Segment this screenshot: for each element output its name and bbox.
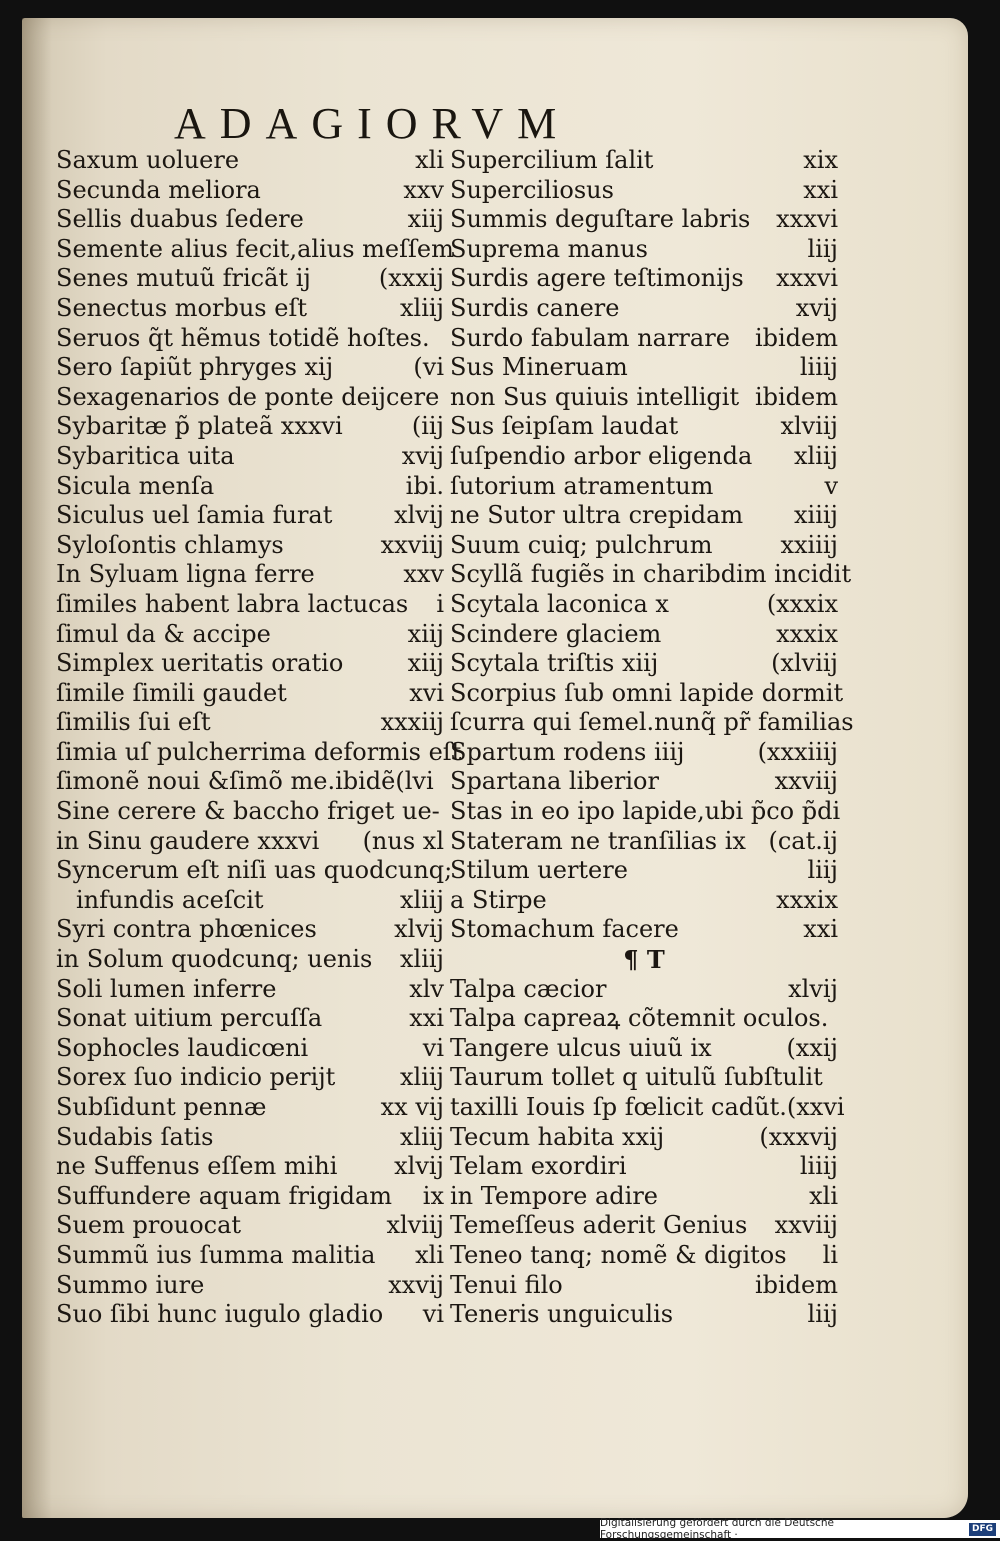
- footer-credit: Digitalisierung gefördert durch die Deutsche Forschungsgemeinschaft ·: [600, 1517, 834, 1541]
- entry-text: Suprema manus: [450, 234, 648, 263]
- index-entry: [450, 560, 852, 590]
- entry-reference: xlvij: [394, 915, 444, 944]
- entry-reference: xxviij: [774, 767, 838, 796]
- index-entry: [450, 353, 838, 383]
- entry-text: in Sinu gaudere xxxvi: [56, 826, 320, 855]
- entry-reference: v: [824, 471, 838, 500]
- entry-text: ſimile ſimili gaudet: [56, 678, 287, 707]
- index-entry: [56, 264, 444, 294]
- index-entry: [56, 442, 444, 472]
- index-entry: [450, 146, 838, 176]
- index-entry: [450, 1241, 838, 1271]
- index-entry: [56, 472, 444, 502]
- index-entry: [450, 1152, 838, 1182]
- entry-text: ſimilis ſui eſt: [56, 708, 211, 737]
- entry-reference: xlviij: [386, 1211, 444, 1240]
- entry-text: Stas in eo ipo lapide,ubi p̃co p̃di: [450, 797, 841, 826]
- entry-text: ne Suffenus eſſem mihi: [56, 1152, 338, 1181]
- index-entry: [450, 383, 838, 413]
- entry-reference: ix: [422, 1181, 444, 1210]
- entry-reference: liij: [807, 234, 838, 263]
- entry-text: Syri contra phœnices: [56, 915, 317, 944]
- index-entry: [450, 915, 838, 945]
- index-entry: [56, 501, 444, 531]
- entry-reference: xliij: [399, 1063, 444, 1092]
- entry-reference: xxv: [403, 175, 444, 204]
- entry-text: Teneo tanq; nomẽ & digitos: [450, 1240, 787, 1269]
- entry-text: Tenui filo: [450, 1270, 563, 1299]
- entry-reference: xlvij: [394, 501, 444, 530]
- entry-text: infundis aceſcit: [76, 885, 264, 914]
- running-heading: ADAGIORVM: [174, 99, 571, 148]
- index-entry: [56, 176, 444, 206]
- index-entry: [450, 620, 838, 650]
- entry-text: Sicula menſa: [56, 471, 215, 500]
- index-entry: [56, 945, 444, 975]
- index-entry: [450, 767, 838, 797]
- index-column-right: [450, 146, 854, 1330]
- entry-reference: xliij: [399, 293, 444, 322]
- index-entry: [56, 353, 444, 383]
- section-marker: [450, 945, 838, 975]
- entry-text: Saxum uoluere: [56, 146, 240, 174]
- entry-reference: xvij: [795, 293, 838, 322]
- entry-reference: li: [822, 1240, 838, 1269]
- index-entry: [450, 531, 838, 561]
- entry-text: Summo iure: [56, 1270, 205, 1299]
- index-entry: [56, 383, 444, 413]
- entry-reference: xiij: [407, 205, 444, 234]
- entry-text: Scyllã fugiẽs in charibdim incidit: [450, 560, 852, 589]
- entry-reference: xlvij: [394, 1152, 444, 1181]
- entry-reference: xlvij: [788, 974, 838, 1003]
- entry-text: In Syluam ligna ferre: [56, 560, 315, 589]
- index-entry: [450, 1063, 838, 1093]
- entry-text: Seruos q̃t hẽmus totidẽ hoſtes.: [56, 323, 430, 352]
- entry-text: Summũ ius ſumma malitia: [56, 1240, 376, 1269]
- entry-text: Teneris unguiculis: [450, 1300, 674, 1329]
- index-entry: [450, 501, 838, 531]
- index-entry: [450, 678, 844, 709]
- entry-reference: i: [436, 589, 444, 618]
- index-entry: [450, 975, 838, 1005]
- entry-text: Sexagenarios de ponte deijcere: [56, 382, 440, 411]
- index-entry: [450, 324, 838, 354]
- entry-reference: xli: [415, 1240, 444, 1269]
- entry-text: ſimonẽ noui &ſimõ me.ibidẽ(lvi: [56, 767, 434, 796]
- entry-reference: (cat.ij: [768, 826, 838, 855]
- index-entry: [450, 649, 838, 679]
- index-entry: [56, 560, 444, 590]
- entry-text: Telam exordiri: [450, 1152, 627, 1181]
- entry-reference: xxv: [403, 560, 444, 589]
- entry-reference: xxi: [803, 915, 838, 944]
- index-entry: [56, 856, 453, 886]
- index-entry: [450, 264, 838, 294]
- entry-reference: liiij: [799, 353, 838, 382]
- entry-text: Scorpius ſub omni lapide dormit: [450, 678, 844, 707]
- entry-reference: xxviij: [774, 1211, 838, 1240]
- entry-text: Siculus uel ſamia furat: [56, 501, 333, 530]
- index-entry: [450, 235, 838, 265]
- entry-reference: xx vij: [380, 1093, 444, 1121]
- entry-reference: (xxij: [786, 1033, 838, 1062]
- entry-text: ¶ T: [623, 945, 665, 975]
- index-entry: [450, 1271, 838, 1301]
- entry-text: ſimiles habent labra lactucas: [56, 589, 409, 618]
- entry-text: Subſidunt pennæ: [56, 1093, 267, 1121]
- entry-reference: ibi.: [405, 471, 444, 500]
- index-column-left: [56, 146, 462, 1330]
- entry-text: Surdis agere teſtimonijs: [450, 264, 744, 293]
- index-entry: [450, 176, 838, 206]
- entry-text: Tecum habita xxij: [450, 1122, 665, 1151]
- index-entry: [56, 767, 444, 797]
- index-entry: [56, 1063, 444, 1093]
- entry-text: Suffundere aquam frigidam: [56, 1181, 393, 1210]
- entry-reference: xlv: [409, 974, 444, 1003]
- index-entry: [450, 1123, 838, 1153]
- entry-reference: xli: [809, 1181, 838, 1210]
- index-entry: [56, 1093, 444, 1123]
- entry-text: ſcurra qui ſemel.nunq̃ pr̃ familias: [450, 708, 854, 737]
- index-entry: [450, 797, 841, 827]
- entry-text: Talpa cæcior: [450, 974, 607, 1003]
- entry-reference: xliij: [793, 441, 838, 470]
- entry-reference: xxi: [409, 1004, 444, 1033]
- entry-text: non Sus quiuis intelligit: [450, 382, 740, 411]
- entry-reference: (xxxix: [766, 589, 838, 618]
- entry-text: Stilum uertere: [450, 856, 628, 885]
- entry-text: Sudabis ſatis: [56, 1122, 214, 1151]
- entry-reference: xvi: [409, 678, 444, 707]
- entry-text: Temeſſeus aderit Genius: [450, 1211, 748, 1240]
- entry-text: Sus Mineruam: [450, 353, 628, 382]
- entry-text: Talpa capreaꝝ cõtemnit oculos.: [450, 1004, 829, 1033]
- entry-text: Suem prouocat: [56, 1211, 242, 1240]
- entry-reference: vi: [422, 1033, 444, 1062]
- entry-reference: xxvij: [388, 1270, 444, 1299]
- index-entry: [450, 886, 838, 916]
- entry-text: Syncerum eſt niſi uas quodcunq;: [56, 856, 453, 885]
- entry-text: Semente alius fecit,alius meſſem: [56, 234, 454, 263]
- entry-text: Stomachum facere: [450, 915, 679, 944]
- entry-text: Senectus morbus eſt: [56, 293, 307, 322]
- entry-reference: xliij: [399, 885, 444, 914]
- entry-reference: liiij: [799, 1152, 838, 1181]
- index-entry: [450, 590, 838, 620]
- digitization-footer: [600, 1517, 1000, 1541]
- entry-reference: xxi: [803, 175, 838, 204]
- index-entry: [450, 294, 838, 324]
- entry-reference: xiiij: [793, 501, 838, 530]
- entry-reference: xli: [415, 146, 444, 174]
- entry-reference: xxxvi: [776, 264, 838, 293]
- entry-text: Sonat uitium percuſſa: [56, 1004, 323, 1033]
- entry-reference: ibidem: [754, 323, 838, 352]
- entry-text: taxilli Iouis ſp fœlicit cadũt.(xxvi: [450, 1093, 845, 1121]
- entry-text: Syloſontis chlamys: [56, 530, 284, 559]
- index-entry: [56, 1152, 444, 1182]
- index-entry: [56, 1034, 444, 1064]
- index-entry: [56, 886, 444, 916]
- index-entry: [56, 915, 444, 945]
- index-entry: [56, 620, 444, 650]
- entry-text: Sybaritica uita: [56, 441, 235, 470]
- entry-text: ſutorium atramentum: [450, 471, 714, 500]
- entry-reference: xvij: [401, 441, 444, 470]
- index-entry: [56, 827, 444, 857]
- entry-text: Sybaritæ p̃ plateã xxxvi: [56, 412, 343, 441]
- entry-text: Spartana liberior: [450, 767, 659, 796]
- page-gutter-shadow: [22, 18, 52, 1518]
- index-entry: [56, 1004, 444, 1034]
- dfg-logo: DFG: [969, 1523, 996, 1536]
- index-entry: [450, 1182, 838, 1212]
- entry-reference: xiij: [407, 619, 444, 648]
- entry-text: in Solum quodcunq; uenis: [56, 945, 373, 974]
- entry-text: ne Sutor ultra crepidam: [450, 501, 744, 530]
- entry-text: Spartum rodens iiij: [450, 737, 685, 766]
- entry-reference: xxviij: [380, 530, 444, 559]
- entry-text: Sero ſapiũt phryges xij: [56, 353, 334, 382]
- index-entry: [56, 412, 444, 442]
- entry-reference: (xxxij: [378, 264, 444, 293]
- entry-text: Secunda meliora: [56, 175, 261, 204]
- entry-reference: vi: [422, 1300, 444, 1329]
- entry-text: Sellis duabus ſedere: [56, 205, 304, 234]
- entry-text: Scytala laconica x: [450, 589, 669, 618]
- index-entry: [450, 1004, 838, 1034]
- index-entry: [450, 205, 838, 235]
- index-entry: [56, 1182, 444, 1212]
- entry-reference: liij: [807, 856, 838, 885]
- entry-reference: xix: [803, 146, 838, 174]
- entry-text: Sine cerere & baccho friget ue-: [56, 797, 440, 826]
- entry-text: Sorex ſuo indicio perijt: [56, 1063, 336, 1092]
- entry-reference: xxxiij: [380, 708, 444, 737]
- index-entry: [56, 649, 444, 679]
- entry-text: ſimia uſ pulcherrima deformis eſt: [56, 737, 462, 766]
- entry-reference: xxxix: [776, 885, 838, 914]
- entry-reference: (xlviij: [771, 649, 838, 678]
- book-page: [22, 18, 968, 1518]
- entry-text: Suum cuiq; pulchrum: [450, 530, 713, 559]
- index-entry: [450, 472, 838, 502]
- index-entry: [56, 975, 444, 1005]
- entry-reference: xxxix: [776, 619, 838, 648]
- index-entry: [450, 1211, 838, 1241]
- entry-text: Suo ſibi hunc iugulo gladio: [56, 1300, 384, 1329]
- index-entry: [56, 531, 444, 561]
- entry-reference: xiij: [407, 649, 444, 678]
- entry-text: Surdis canere: [450, 293, 620, 322]
- entry-reference: (xxxiiij: [757, 737, 838, 766]
- index-entry: [56, 708, 444, 738]
- entry-text: Soli lumen inferre: [56, 974, 277, 1003]
- entry-reference: (nus xl: [362, 826, 444, 855]
- index-entry: [56, 1123, 444, 1153]
- entry-text: Superciliosus: [450, 175, 614, 204]
- index-entry: [450, 708, 854, 738]
- entry-reference: (iij: [411, 412, 444, 441]
- index-entry: [56, 146, 444, 176]
- index-entry: [56, 1241, 444, 1271]
- entry-text: Simplex ueritatis oratio: [56, 649, 344, 678]
- index-entry: [56, 679, 444, 709]
- entry-reference: xliij: [399, 1122, 444, 1151]
- index-entry: [450, 856, 838, 886]
- entry-text: Senes mutuũ fricãt ij: [56, 264, 311, 293]
- index-entry: [56, 797, 444, 827]
- entry-reference: ibidem: [754, 382, 838, 411]
- index-entry: [450, 827, 838, 857]
- entry-text: Taurum tollet q uitulũ ſubſtulit: [450, 1063, 823, 1092]
- index-entry: [56, 1211, 444, 1241]
- index-entry: [450, 442, 838, 472]
- entry-reference: xxiiij: [780, 530, 838, 559]
- entry-text: ſimul da & accipe: [56, 619, 271, 648]
- index-entry: [450, 738, 838, 768]
- entry-text: Scytala triſtis xiij: [450, 649, 659, 678]
- index-entry: [56, 324, 444, 354]
- index-entry: [56, 294, 444, 324]
- index-entry: [56, 234, 454, 265]
- index-entry: [450, 1034, 838, 1064]
- index-entry: [56, 1300, 444, 1330]
- index-entry: [450, 1300, 838, 1330]
- index-entry: [56, 590, 444, 620]
- entry-text: Tangere ulcus uiuũ ix: [450, 1033, 712, 1062]
- entry-reference: (vi: [413, 353, 444, 382]
- entry-text: a Stirpe: [450, 885, 547, 914]
- entry-reference: xxxvi: [776, 205, 838, 234]
- entry-reference: xliij: [399, 945, 444, 974]
- entry-text: Summis deguſtare labris: [450, 205, 751, 234]
- entry-reference: ibidem: [754, 1270, 838, 1299]
- index-entry: [56, 205, 444, 235]
- entry-text: Supercilium ſalit: [450, 146, 654, 174]
- entry-reference: xlviij: [780, 412, 838, 441]
- entry-text: Scindere glaciem: [450, 619, 662, 648]
- entry-text: in Tempore adire: [450, 1181, 659, 1210]
- entry-reference: liij: [807, 1300, 838, 1329]
- index-entry: [56, 737, 462, 768]
- index-entry: [450, 412, 838, 442]
- entry-text: Stateram ne tranſilias ix: [450, 826, 746, 855]
- entry-text: Sophocles laudicœni: [56, 1033, 309, 1062]
- entry-text: Sus ſeipſam laudat: [450, 412, 679, 441]
- entry-text: ſuſpendio arbor eligenda: [450, 441, 753, 470]
- entry-reference: (xxxvij: [759, 1122, 838, 1151]
- index-entry: [56, 1271, 444, 1301]
- index-entry: [450, 1093, 845, 1123]
- entry-text: Surdo fabulam narrare: [450, 323, 730, 352]
